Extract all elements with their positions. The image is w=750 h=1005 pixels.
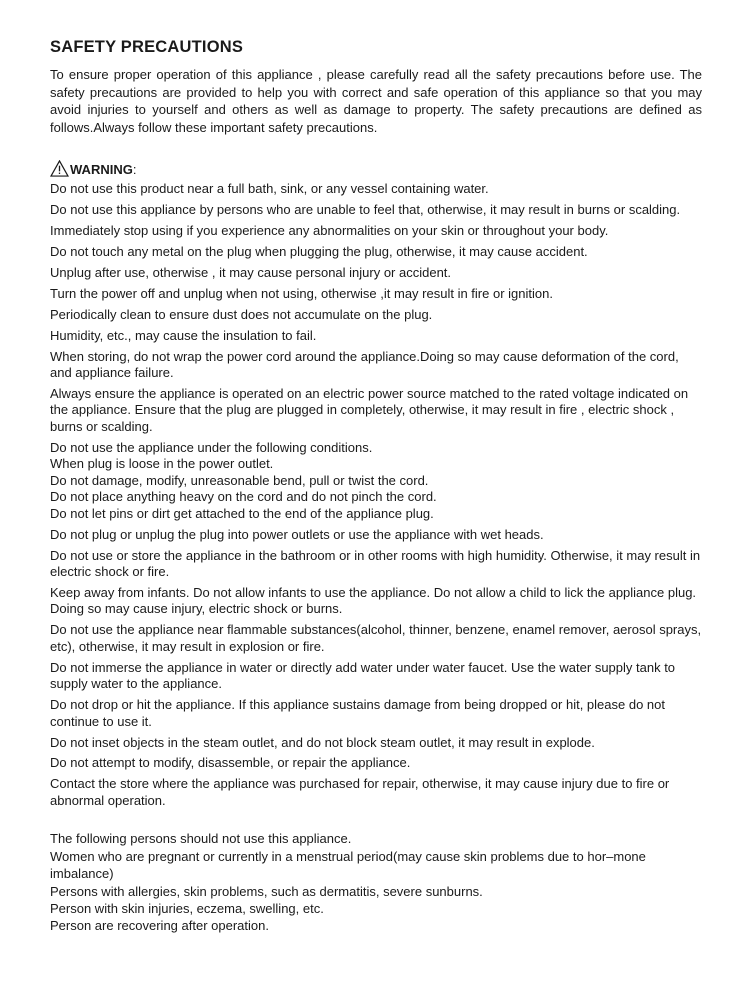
warning-item: Do not drop or hit the appliance. If this appliance sustains damage from being dropped or hit, please do not continue to use it.: [50, 697, 665, 729]
condition-item: When plug is loose in the power outlet.: [50, 456, 274, 472]
warning-item: Keep away from infants. Do not allow infants to use the appliance. Do not allow a child to lick the appliance plug. Doing so may cause injury, electric shock or burns.: [50, 584, 697, 617]
document-page: [50, 38, 702, 935]
warning-item: Do not inset objects in the steam outlet, and do not block steam outlet, it may result in explode.: [50, 734, 595, 750]
intro-paragraph: To ensure proper operation of this appliance , please carefully read all the safety precautions before use. The safety precautions are provided to help you with correct and safe operation of this appliance so that you may avoid injuries to yourself and others as well as damage to property. The safety precautions are defined as follows.Always follow these important safety precautions.: [50, 67, 702, 135]
person-item: Person are recovering after operation.: [50, 918, 269, 934]
condition-item: Do not let pins or dirt get attached to the end of the appliance plug.: [50, 505, 434, 521]
warning-item: Immediately stop using if you experience any abnormalities on your skin or throughout your body.: [50, 223, 609, 239]
condition-item: Do not place anything heavy on the cord and do not pinch the cord.: [50, 489, 437, 505]
warning-item: Do not touch any metal on the plug when plugging the plug, otherwise, it may cause accident.: [50, 244, 588, 260]
warning-item: Turn the power off and unplug when not using, otherwise ,it may result in fire or ignition.: [50, 285, 553, 301]
warning-triangle-icon: [50, 160, 69, 177]
conditions-lead: Do not use the appliance under the following conditions.: [50, 439, 373, 455]
conditions-block: [50, 440, 702, 523]
warning-label: WARNING: [70, 162, 133, 178]
page-title: SAFETY PRECAUTIONS: [50, 38, 244, 56]
warning-item: Do not attempt to modify, disassemble, or repair the appliance.: [50, 755, 411, 771]
warning-item: Periodically clean to ensure dust does not accumulate on the plug.: [50, 306, 433, 322]
warning-item: Do not plug or unplug the plug into power outlets or use the appliance with wet heads.: [50, 526, 544, 542]
warning-item: Do not use the appliance near flammable substances(alcohol, thinner, benzene, enamel remover, aerosol sprays, etc), otherwise, it may result in explosion or fire.: [50, 622, 702, 654]
warning-list: [50, 181, 702, 809]
warning-heading: [50, 157, 702, 177]
condition-item: Do not damage, modify, unreasonable bend, pull or twist the cord.: [50, 472, 429, 488]
persons-lead: The following persons should not use this appliance.: [50, 831, 352, 847]
persons-block: [50, 830, 702, 934]
person-item: Persons with allergies, skin problems, such as dermatitis, severe sunburns.: [50, 883, 483, 899]
warning-item: Unplug after use, otherwise , it may cause personal injury or accident.: [50, 264, 452, 280]
warning-item: Do not use this product near a full bath, sink, or any vessel containing water.: [50, 181, 489, 197]
person-item: Women who are pregnant or currently in a menstrual period(may cause skin problems due to hor–mone imbalance): [50, 848, 646, 882]
warning-item: Do not use this appliance by persons who are unable to feel that, otherwise, it may result in burns or scalding.: [50, 202, 681, 218]
person-item: Person with skin injuries, eczema, swelling, etc.: [50, 900, 324, 916]
warning-item: Contact the store where the appliance was purchased for repair, otherwise, it may cause injury due to fire or abnormal operation.: [50, 776, 670, 808]
warning-item: Do not use or store the appliance in the bathroom or in other rooms with high humidity. Otherwise, it may result in electric shock or fire.: [50, 547, 701, 580]
warning-colon: :: [132, 162, 137, 178]
warning-item: Humidity, etc., may cause the insulation to fail.: [50, 327, 317, 343]
warning-item: Always ensure the appliance is operated on an electric power source matched to the rated voltage indicated on the appliance. Ensure that the plug are plugged in completely, otherwise, it may result in fire , electric shock , burns or scalding.: [50, 385, 689, 434]
warning-item: Do not immerse the appliance in water or directly add water under water faucet. Use the water supply tank to supply water to the appliance.: [50, 659, 676, 692]
warning-item: When storing, do not wrap the power cord around the appliance.Doing so may cause deformation of the cord, and appliance failure.: [50, 348, 679, 380]
